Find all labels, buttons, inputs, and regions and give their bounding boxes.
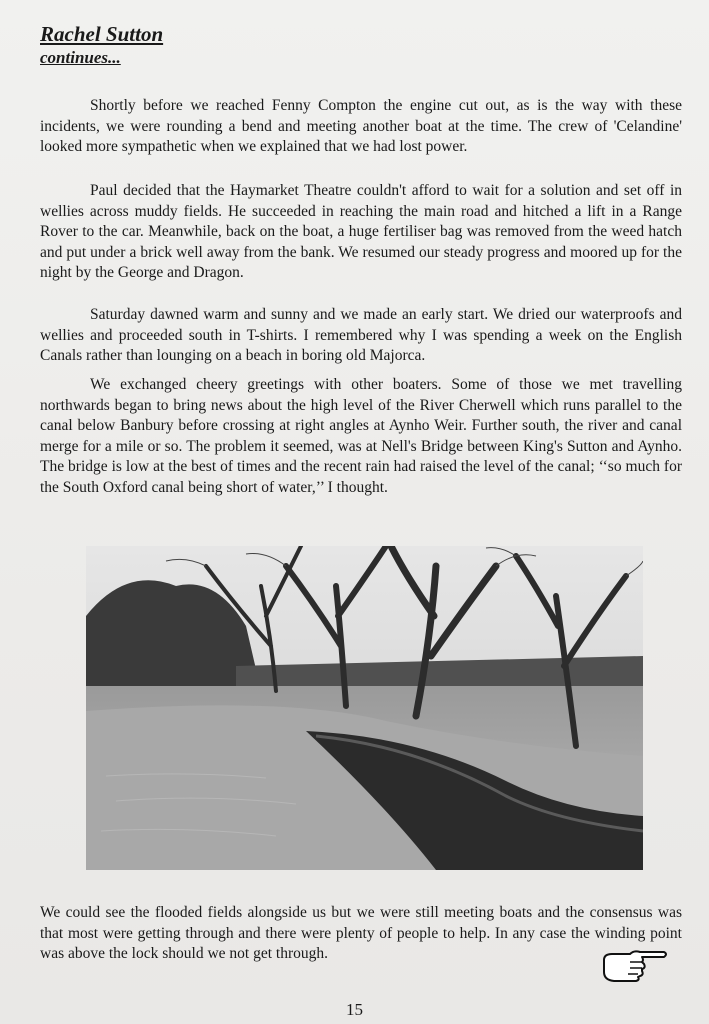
article-subtitle: continues... bbox=[40, 48, 121, 67]
paragraph-3: Saturday dawned warm and sunny and we made an early start. We dried our waterproofs and wellies and proceeded south in T-shirts. I remembered why I was spending a week on the English Canals rather than lounging on a beach in boring old Majorca. bbox=[40, 306, 682, 364]
paragraph-1: Shortly before we reached Fenny Compton the engine cut out, as is the way with these incidents, we were rounding a bend and meeting another boat at the time. The crew of 'Celandine' looked more sympathetic when we explained that we had lost power. bbox=[40, 97, 682, 155]
paragraph-2: Paul decided that the Haymarket Theatre couldn't afford to wait for a solution and set off in wellies across muddy fields. He succeeded in reaching the main road and hitched a lift in a Range Rover to the car. Meanwhile, back on the boat, a huge fertiliser bag was removed from the weed hatch and put under a brick well away from the bank. We resumed our steady progress and moored up for the night by the George and Dragon. bbox=[40, 182, 682, 281]
pointing-hand-icon bbox=[600, 948, 668, 982]
article-heading bbox=[40, 22, 163, 70]
photo-illustration bbox=[86, 546, 643, 870]
flooded-canal-photo bbox=[86, 546, 643, 870]
page-number: 15 bbox=[346, 1000, 363, 1019]
article-title: Rachel Sutton bbox=[40, 22, 164, 46]
paragraph-4: We exchanged cheery greetings with other boaters. Some of those we met travelling northwards began to bring news about the high level of the River Cherwell which runs parallel to the canal below Banbury before crossing at right angles at Aynho Weir. Further south, the river and canal merge for a mile or so. The problem it seemed, was at Nell's Bridge between King's Sutton and Aynho. The bridge is low at the best of times and the recent rain had raised the level of the canal; ‘‘so much for the South Oxford canal being short of water,’’ I thought. bbox=[40, 376, 682, 496]
paragraph-5: We could see the flooded fields alongside us but we were still meeting boats and the consensus was that most were getting through and there were plenty of people to help. In any case the winding point was above the lock should we not get through. bbox=[40, 904, 682, 962]
